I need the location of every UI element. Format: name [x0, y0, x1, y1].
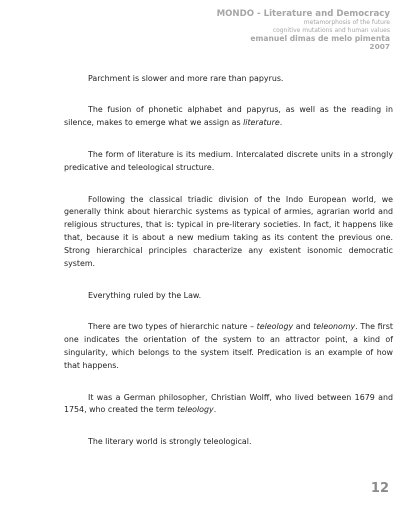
paragraph-2-text: The fusion of phonetic alphabet and papyrus, as well as the reading in silence, makes to emerge what we assign as — [64, 104, 393, 127]
paragraph-6-italic-1: teleology — [256, 321, 294, 331]
page-number: 12 — [370, 481, 389, 496]
paragraph-8: The literary world is strongly teleological. — [88, 437, 252, 447]
paragraph-7 — [64, 392, 393, 418]
paragraph-3: The form of literature is its medium. Intercalated discrete units in a strongly predicative and teleological structure. — [64, 149, 393, 172]
running-header — [217, 9, 390, 52]
header-author: emanuel dimas de melo pimenta — [250, 33, 390, 43]
paragraph-6-and: and — [293, 321, 314, 331]
paragraph-4: Following the classical triadic division of the Indo European world, we generally think about hierarchic systems as typical of armies, agrarian world and religious structures, that is: typical in pre-literary societies. In fact, it happens like that, because it is about a new medium taking as its content the previous one. Strong hierarchical principles characterize any existent isonomic democratic system. — [64, 194, 393, 269]
paragraph-6-italic-2: teleonomy — [313, 321, 356, 331]
paragraph-7-italic: teleology — [177, 405, 214, 415]
paragraph-7-end: . — [213, 405, 217, 415]
paragraph-6-text: There are two types of hierarchic nature – — [88, 321, 257, 331]
paragraph-1: Parchment is slower and more rare than papyrus. — [88, 74, 284, 83]
header-year: 2007 — [369, 41, 390, 51]
paragraph-5: Everything ruled by the Law. — [88, 290, 202, 300]
paragraph-6 — [64, 321, 393, 373]
header-subtitle-2: cognitive mutations and human values — [272, 26, 390, 34]
paragraph-2-end: . — [279, 117, 283, 127]
body-text — [64, 73, 393, 468]
paragraph-7-text: It was a German philosopher, Christian Wolff, who lived between 1679 and 1754, who created the term — [64, 392, 393, 415]
header-subtitle: metamorphosis of the future — [303, 19, 390, 27]
paragraph-2 — [64, 104, 393, 130]
header-title: MONDO - Literature and Democracy — [216, 9, 390, 19]
paragraph-2-italic: literature — [243, 117, 280, 127]
paragraph-6-rest: . The first one indicates the orientation of the system to an attractor point, a kind of singularity, which belongs to the system itself. Predication is an example of how that happens. — [64, 321, 393, 370]
